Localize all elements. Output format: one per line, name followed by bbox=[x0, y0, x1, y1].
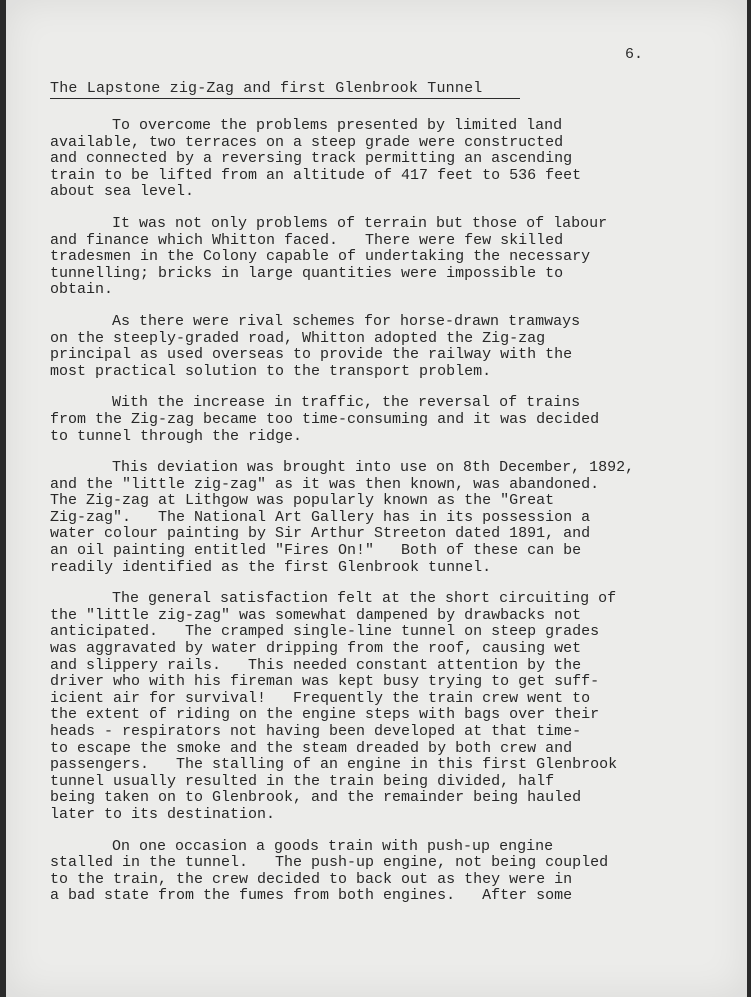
text-line: and the "little zig-zag" as it was then known, was abandoned. bbox=[50, 475, 600, 493]
text-line: driver who with his fireman was kept busy trying to get suff- bbox=[50, 673, 600, 691]
text-line: Zig-zag". The National Art Gallery has in its possession a bbox=[50, 508, 591, 526]
text-line: to tunnel through the ridge. bbox=[50, 427, 303, 445]
text-line: being taken on to Glenbrook, and the remainder being hauled bbox=[50, 789, 582, 807]
text-line: was aggravated by water dripping from the roof, causing wet bbox=[50, 640, 582, 658]
text-line: on the steeply-graded road, Whitton adopted the Zig-zag bbox=[50, 329, 546, 347]
text-line: heads - respirators not having been developed at that time- bbox=[50, 723, 582, 740]
text-line: the extent of riding on the engine steps with bags over their bbox=[50, 706, 600, 724]
text-line: available, two terraces on a steep grade were constructed bbox=[50, 133, 564, 151]
text-line: and finance which Whitton faced. There were few skilled bbox=[50, 231, 564, 249]
text-line: water colour painting by Sir Arthur Streeton dated 1891, and bbox=[50, 525, 591, 543]
text-line: On one occasion a goods train with push-up engine bbox=[112, 837, 554, 855]
text-line: stalled in the tunnel. The push-up engine, not being coupled bbox=[50, 854, 609, 872]
text-line: tunnelling; bricks in large quantities were impossible to bbox=[50, 264, 564, 282]
text-line: readily identified as the first Glenbrook tunnel. bbox=[50, 558, 492, 576]
text-line: The general satisfaction felt at the short circuiting of bbox=[112, 590, 617, 608]
text-line: passengers. The stalling of an engine in this first Glenbrook bbox=[50, 756, 618, 774]
paragraph bbox=[50, 839, 710, 905]
paragraph bbox=[50, 118, 710, 201]
paragraph bbox=[50, 395, 710, 445]
text-line: most practical solution to the transport problem. bbox=[50, 362, 492, 380]
text-line: principal as used overseas to provide the railway with the bbox=[50, 346, 573, 364]
text-line: later to its destination. bbox=[50, 805, 276, 823]
text-line: an oil painting entitled "Fires On!" Both of these can be bbox=[50, 542, 582, 560]
text-line: It was not only problems of terrain but those of labour bbox=[112, 214, 608, 232]
text-line: anticipated. The cramped single-line tunnel on steep grades bbox=[50, 623, 600, 641]
text-line: the "little zig-zag" was somewhat dampened by drawbacks not bbox=[50, 606, 582, 624]
text-line: With the increase in traffic, the reversal of trains bbox=[112, 394, 581, 412]
text-line: tradesmen in the Colony capable of undertaking the necessary bbox=[50, 248, 591, 266]
text-line: a bad state from the fumes from both engines. After some bbox=[50, 887, 573, 905]
text-line: The Zig-zag at Lithgow was popularly known as the "Great bbox=[50, 492, 555, 510]
paragraph bbox=[50, 314, 710, 380]
text-line: tunnel usually resulted in the train being divided, half bbox=[50, 772, 555, 790]
page-number: 6. bbox=[625, 46, 644, 63]
text-line: about sea level. bbox=[50, 183, 195, 201]
text-line: As there were rival schemes for horse-drawn tramways bbox=[112, 312, 581, 330]
text-line: train to be lifted from an altitude of 417 feet to 536 feet bbox=[50, 166, 582, 184]
text-line: and connected by a reversing track permitting an ascending bbox=[50, 150, 573, 168]
paragraph bbox=[50, 460, 710, 576]
text-line: obtain. bbox=[50, 281, 114, 299]
text-line: This deviation was brought into use on 8th December, 1892, bbox=[112, 459, 635, 477]
document-page bbox=[6, 0, 747, 997]
document-body bbox=[50, 118, 710, 920]
text-line: from the Zig-zag became too time-consuming and it was decided bbox=[50, 410, 600, 428]
section-heading: The Lapstone zig-Zag and first Glenbrook Tunnel bbox=[50, 80, 520, 99]
text-line: icient air for survival! Frequently the train crew went to bbox=[50, 689, 591, 707]
paragraph bbox=[50, 591, 710, 823]
text-line: to the train, the crew decided to back out as they were in bbox=[50, 870, 573, 888]
paragraph bbox=[50, 216, 710, 299]
text-line: and slippery rails. This needed constant attention by the bbox=[50, 656, 582, 674]
text-line: to escape the smoke and the steam dreaded by both crew and bbox=[50, 739, 573, 757]
text-line: To overcome the problems presented by limited land bbox=[112, 117, 563, 134]
